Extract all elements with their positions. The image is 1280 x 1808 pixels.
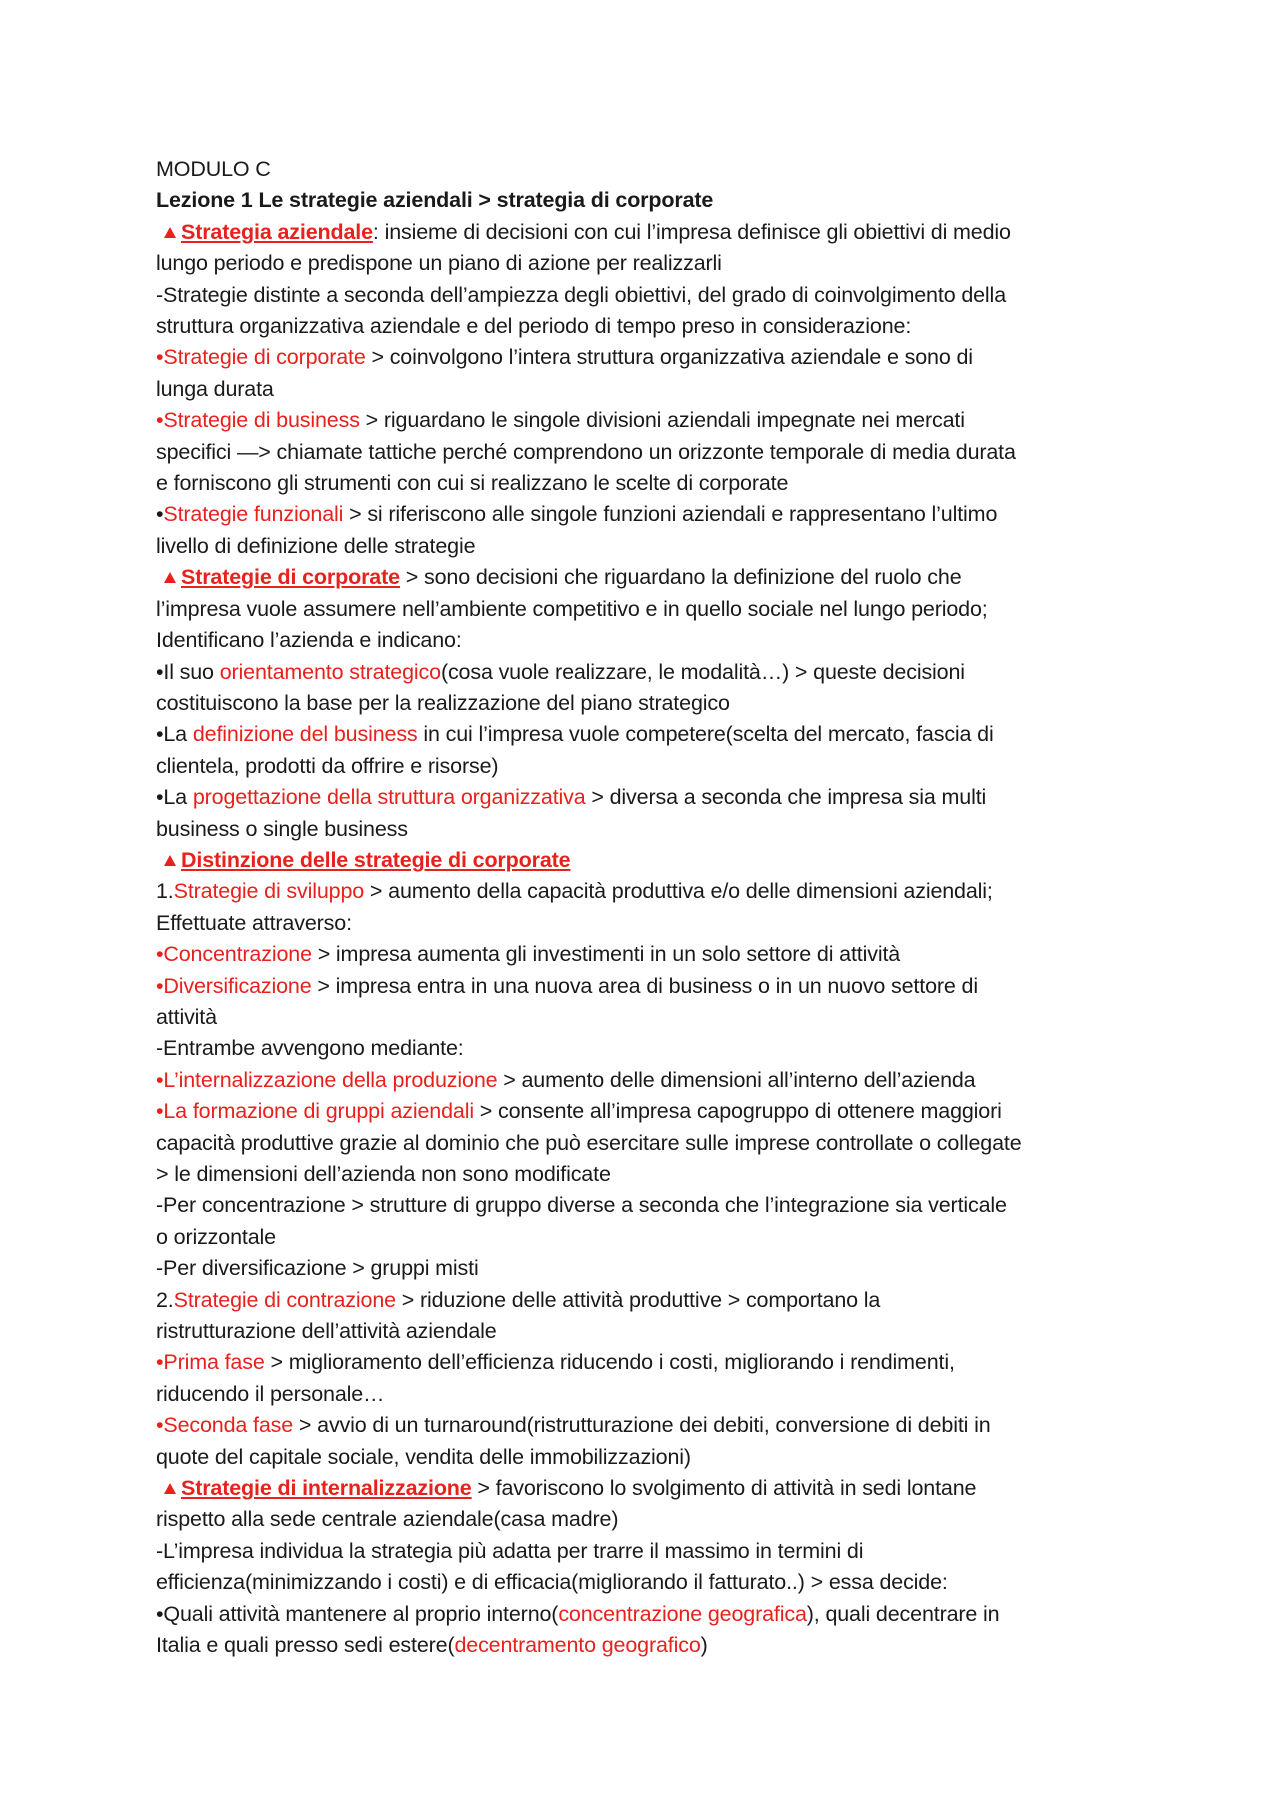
text-line: lunga durata [156,376,274,401]
text-line: -Entrambe avvengono mediante: [156,1036,464,1061]
text-line: •Strategie funzionali > si riferiscono alle singole funzioni aziendali e rappresentano l’ultimo [156,502,998,527]
text-line: quote del capitale sociale, vendita delle immobilizzazioni) [156,1444,691,1469]
text-line: -Strategie distinte a seconda dell’ampiezza degli obiettivi, del grado di coinvolgimento della [156,282,1006,307]
text-line: •La formazione di gruppi aziendali > consente all’impresa capogruppo di ottenere maggiori [156,1099,1002,1124]
text-line: Effettuate attraverso: [156,910,352,935]
text-line: •Strategie di business > riguardano le singole divisioni aziendali impegnate nei mercati [156,408,965,433]
text-line: business o single business [156,816,408,841]
text-line: -L’impresa individua la strategia più adatta per trarre il massimo in termini di [156,1538,864,1563]
text-line: rispetto alla sede centrale aziendale(casa madre) [156,1507,619,1532]
text-line: -Per diversificazione > gruppi misti [156,1256,479,1281]
text-line: •Seconda fase > avvio di un turnaround(ristrutturazione dei debiti, conversione di debiti in [156,1413,991,1438]
warning-triangle-icon [164,1483,176,1494]
text-line: efficienza(minimizzando i costi) e di efficacia(migliorando il fatturato..) > essa decide: [156,1570,948,1595]
text-line: riducendo il personale… [156,1381,385,1406]
text-line: •La definizione del business in cui l’impresa vuole competere(scelta del mercato, fascia di [156,722,994,747]
text-line: •L’internalizzazione della produzione > aumento delle dimensioni all’interno dell’azienda [156,1067,976,1092]
lesson-title: Lezione 1 Le strategie aziendali > strategia di corporate [156,188,714,213]
text-line: ristrutturazione dell’attività aziendale [156,1319,497,1344]
text-line: capacità produttive grazie al dominio che può esercitare sulle imprese controllate o collegate [156,1130,1022,1155]
warning-triangle-icon [164,855,176,866]
text-line: •Il suo orientamento strategico(cosa vuole realizzare, le modalità…) > queste decisioni [156,659,965,684]
text-line: Strategia aziendale: insieme di decisioni con cui l’impresa definisce gli obiettivi di medio [156,217,1156,248]
text-line: livello di definizione delle strategie [156,533,476,558]
text-line: attività [156,1004,217,1029]
text-line: •Prima fase > miglioramento dell’efficienza riducendo i costi, migliorando i rendimenti, [156,1350,955,1375]
text-line: •Quali attività mantenere al proprio interno(concentrazione geografica), quali decentrare in [156,1601,1000,1626]
warning-triangle-icon [164,572,176,583]
text-line: l’impresa vuole assumere nell’ambiente competitivo e in quello sociale nel lungo periodo; [156,596,988,621]
text-line: Strategie di corporate > sono decisioni che riguardano la definizione del ruolo che [156,562,1156,593]
text-line: •Strategie di corporate > coinvolgono l’intera struttura organizzativa aziendale e sono di [156,345,973,370]
text-line: -Per concentrazione > strutture di gruppo diverse a seconda che l’integrazione sia verticale [156,1193,1007,1218]
text-line: •Diversificazione > impresa entra in una nuova area di business o in un nuovo settore di [156,973,978,998]
text-line: > le dimensioni dell’azienda non sono modificate [156,1162,611,1186]
text-line: •La progettazione della struttura organizzativa > diversa a seconda che impresa sia multi [156,785,987,810]
text-line: clientela, prodotti da offrire e risorse) [156,753,499,778]
document-page [156,154,1156,1662]
text-line: 2.Strategie di contrazione > riduzione delle attività produttive > comportano la [156,1287,881,1312]
text-line: costituiscono la base per la realizzazione del piano strategico [156,690,730,715]
text-line: •Concentrazione > impresa aumenta gli investimenti in un solo settore di attività [156,942,901,967]
text-line: Identificano l’azienda e indicano: [156,628,462,653]
text-line: o orizzontale [156,1224,276,1249]
text-line: e forniscono gli strumenti con cui si realizzano le scelte di corporate [156,471,789,496]
text-line: struttura organizzativa aziendale e del periodo di tempo preso in considerazione: [156,314,912,339]
text-line: Italia e quali presso sedi estere(decentramento geografico) [156,1633,708,1658]
text-line: Strategie di internalizzazione > favoriscono lo svolgimento di attività in sedi lontane [156,1473,1156,1504]
module-heading: MODULO C [156,157,271,181]
text-line: specifici —> chiamate tattiche perché comprendono un orizzonte temporale di media durata [156,439,1016,464]
warning-triangle-icon [164,227,176,238]
text-line: lungo periodo e predispone un piano di azione per realizzarli [156,251,722,276]
text-line: 1.Strategie di sviluppo > aumento della capacità produttiva e/o delle dimensioni aziendali; [156,879,993,904]
text-line: Distinzione delle strategie di corporate [156,845,1156,876]
